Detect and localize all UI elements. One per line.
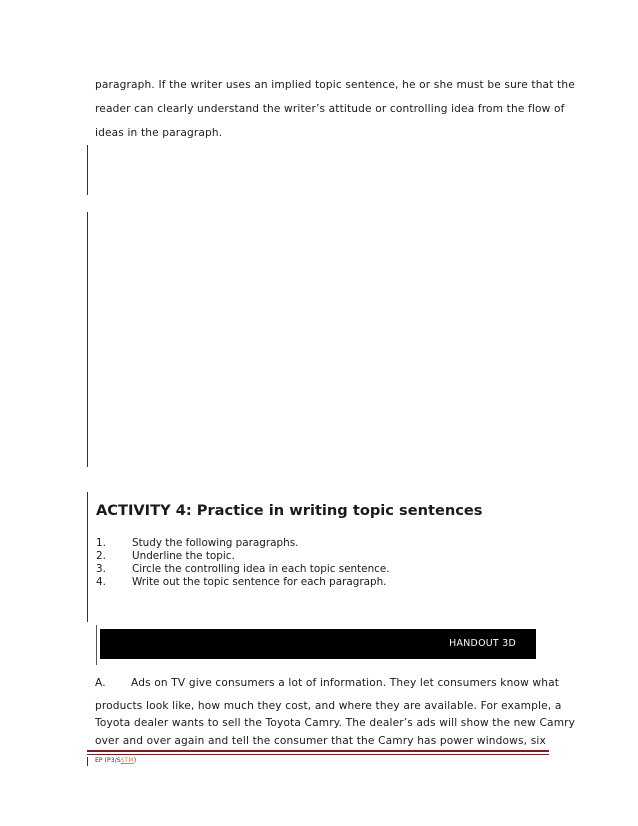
step-number: 3. (96, 563, 106, 575)
footer-suffix: ) (133, 757, 137, 764)
activity-heading: ACTIVITY 4: Practice in writing topic sentences (96, 502, 483, 519)
margin-bar-1 (87, 145, 88, 195)
handout-banner (100, 629, 536, 659)
paragraph-a-line-3: Toyota dealer wants to sell the Toyota Camry. The dealer’s ads will show the new Camry (95, 717, 576, 729)
footer-rule-thick (87, 750, 549, 752)
step-text: Underline the topic. (132, 550, 235, 562)
banner-margin-tick (96, 625, 97, 665)
step-number: 2. (96, 550, 106, 562)
step-text: Circle the controlling idea in each topic sentence. (132, 563, 390, 575)
margin-bar-2 (87, 212, 88, 467)
step-item (96, 550, 235, 562)
margin-bar-3 (87, 492, 88, 622)
intro-line-3: ideas in the paragraph. (95, 127, 223, 139)
step-text: Study the following paragraphs. (132, 537, 299, 549)
intro-line-2: reader can clearly understand the writer’s attitude or controlling idea from the flow of (95, 103, 565, 115)
footer-text (95, 757, 136, 764)
intro-line-1: paragraph. If the writer uses an implied topic sentence, he or she must be sure that the (95, 79, 575, 91)
paragraph-a-text: Ads on TV give consumers a lot of information. They let consumers know what (131, 677, 560, 689)
handout-label: HANDOUT 3D (449, 638, 516, 649)
paragraph-a-line-4: over and over again and tell the consumer that the Camry has power windows, six (95, 735, 546, 747)
footer-prefix: EP (P3/S (95, 757, 121, 764)
step-item (96, 537, 298, 549)
step-item (96, 576, 386, 588)
footer-link[interactable]: STM (120, 757, 134, 764)
step-number: 4. (96, 576, 106, 588)
step-text: Write out the topic sentence for each paragraph. (132, 576, 387, 588)
paragraph-a-line-2: products look like, how much they cost, and where they are available. For example, a (95, 700, 562, 712)
step-number: 1. (96, 537, 106, 549)
paragraph-a-line-1 (95, 677, 559, 689)
step-item (96, 563, 390, 575)
footer-rule-thin (87, 754, 549, 755)
footer-margin-tick (87, 757, 88, 766)
paragraph-a-letter: A. (95, 677, 106, 689)
